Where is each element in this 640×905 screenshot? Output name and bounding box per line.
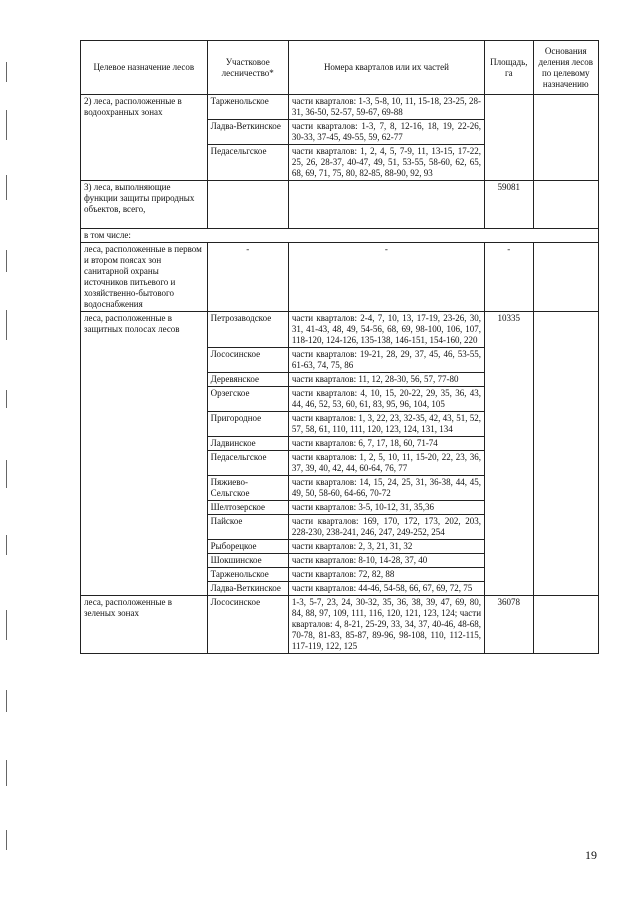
forestry-cell: Педасельгское <box>207 451 288 476</box>
forestry-cell: Орзегское <box>207 387 288 412</box>
quarters-cell: 1-3, 5-7, 23, 24, 30-32, 35, 36, 38, 39, 47, 69, 80, 84, 88, 97, 109, 111, 116, 120, 121, 123, 124; части кварталов: 4, 8-21, 25-29, 33, 34, 37, 40-46, 48-68, 70-78, 81-83, 85-87, 89-96, 98-108, 110, 112-115, 117-119, 122, 125 <box>288 596 484 654</box>
forestry-cell: Пяжиево-Сельгское <box>207 476 288 501</box>
forestry-cell: Тарженольское <box>207 568 288 582</box>
binding-edge-marks <box>6 10 18 890</box>
forestry-cell: Лососинское <box>207 596 288 654</box>
basis-cell <box>533 95 598 181</box>
quarters-cell: - <box>288 243 484 312</box>
quarters-cell: части кварталов: 14, 15, 24, 25, 31, 36-38, 44, 45, 49, 50, 58-60, 64-66, 70-72 <box>288 476 484 501</box>
table-row <box>81 95 599 120</box>
quarters-cell: части кварталов: 1, 2, 4, 5, 7-9, 11, 13-15, 17-22, 25, 26, 28-37, 40-47, 49, 51, 53-55, 58-60, 62, 65, 68, 69, 71, 75, 80, 82-85, 88-90, 92, 93 <box>288 145 484 181</box>
forestry-cell: Ладвинское <box>207 437 288 451</box>
table-row <box>81 229 599 243</box>
quarters-cell: части кварталов: 11, 12, 28-30, 56, 57, 77-80 <box>288 373 484 387</box>
header-basis: Основания деления лесов по целевому назначению <box>533 41 598 95</box>
table-row <box>81 181 599 229</box>
quarters-cell: части кварталов: 44-46, 54-58, 66, 67, 69, 72, 75 <box>288 582 484 596</box>
basis-cell <box>533 181 598 229</box>
forestry-cell <box>207 181 288 229</box>
page-number: 19 <box>585 848 597 862</box>
quarters-cell <box>288 181 484 229</box>
basis-cell <box>533 243 598 312</box>
quarters-cell: части кварталов: 169, 170, 172, 173, 202, 203, 228-230, 238-241, 246, 247, 249-252, 254 <box>288 515 484 540</box>
area-cell <box>485 95 534 181</box>
forestry-cell: Тарженольское <box>207 95 288 120</box>
quarters-cell: части кварталов: 3-5, 10-12, 31, 35,36 <box>288 501 484 515</box>
forestry-cell: Ладва-Веткинское <box>207 120 288 145</box>
quarters-cell: части кварталов: 19-21, 28, 29, 37, 45, 46, 53-55, 61-63, 74, 75, 86 <box>288 348 484 373</box>
forestry-cell: - <box>207 243 288 312</box>
table-header-row <box>81 41 599 95</box>
forestry-cell: Пригородное <box>207 412 288 437</box>
forestry-cell: Ладва-Веткинское <box>207 582 288 596</box>
basis-cell <box>533 312 598 596</box>
quarters-cell: части кварталов: 8-10, 14-28, 37, 40 <box>288 554 484 568</box>
table-row <box>81 596 599 654</box>
forestry-cell: Петрозаводское <box>207 312 288 348</box>
forest-purpose-table <box>80 40 599 654</box>
area-cell: 36078 <box>485 596 534 654</box>
forestry-cell: Деревянское <box>207 373 288 387</box>
header-forestry: Участковое лесничество* <box>207 41 288 95</box>
table-row <box>81 312 599 348</box>
header-quarters: Номера кварталов или их частей <box>288 41 484 95</box>
quarters-cell: части кварталов: 1, 2, 5, 10, 11, 15-20, 22, 23, 36, 37, 39, 40, 42, 44, 60-64, 76, 77 <box>288 451 484 476</box>
purpose-cell: леса, расположенные в защитных полосах лесов <box>81 312 208 596</box>
quarters-cell: части кварталов: 4, 10, 15, 20-22, 29, 35, 36, 43, 44, 46, 52, 53, 60, 61, 83, 95, 96, 104, 105 <box>288 387 484 412</box>
quarters-cell: части кварталов: 6, 7, 17, 18, 60, 71-74 <box>288 437 484 451</box>
purpose-cell: 3) леса, выполняющие функции защиты природных объектов, всего, <box>81 181 208 229</box>
quarters-cell: части кварталов: 72, 82, 88 <box>288 568 484 582</box>
purpose-cell: леса, расположенные в зеленых зонах <box>81 596 208 654</box>
quarters-cell: части кварталов: 1, 3, 22, 23, 32-35, 42, 43, 51, 52, 57, 58, 61, 110, 111, 120, 123, 124, 131, 134 <box>288 412 484 437</box>
table-row <box>81 243 599 312</box>
subtotal-label: в том числе: <box>81 229 599 243</box>
quarters-cell: части кварталов: 1-3, 7, 8, 12-16, 18, 19, 22-26, 30-33, 37-45, 49-55, 59, 62-77 <box>288 120 484 145</box>
area-cell: 10335 <box>485 312 534 596</box>
area-cell: - <box>485 243 534 312</box>
forestry-cell: Пайское <box>207 515 288 540</box>
forestry-cell: Рыборецкое <box>207 540 288 554</box>
forestry-cell: Шокшинское <box>207 554 288 568</box>
header-area: Площадь, га <box>485 41 534 95</box>
quarters-cell: части кварталов: 2, 3, 21, 31, 32 <box>288 540 484 554</box>
purpose-cell: леса, расположенные в первом и втором поясах зон санитарной охраны источников питьевого и хозяйственно-бытового водоснабжения <box>81 243 208 312</box>
quarters-cell: части кварталов: 1-3, 5-8, 10, 11, 15-18, 23-25, 28-31, 36-50, 52-57, 59-67, 69-88 <box>288 95 484 120</box>
area-cell: 59081 <box>485 181 534 229</box>
forestry-cell: Лососинское <box>207 348 288 373</box>
forestry-cell: Шелтозерское <box>207 501 288 515</box>
forestry-cell: Педасельгское <box>207 145 288 181</box>
quarters-cell: части кварталов: 2-4, 7, 10, 13, 17-19, 23-26, 30, 31, 41-43, 48, 49, 54-56, 68, 69, 98-100, 106, 107, 118-120, 124-126, 135-138, 146-151, 154-160, 220 <box>288 312 484 348</box>
basis-cell <box>533 596 598 654</box>
header-purpose: Целевое назначение лесов <box>81 41 208 95</box>
purpose-cell: 2) леса, расположенные в водоохранных зонах <box>81 95 208 181</box>
